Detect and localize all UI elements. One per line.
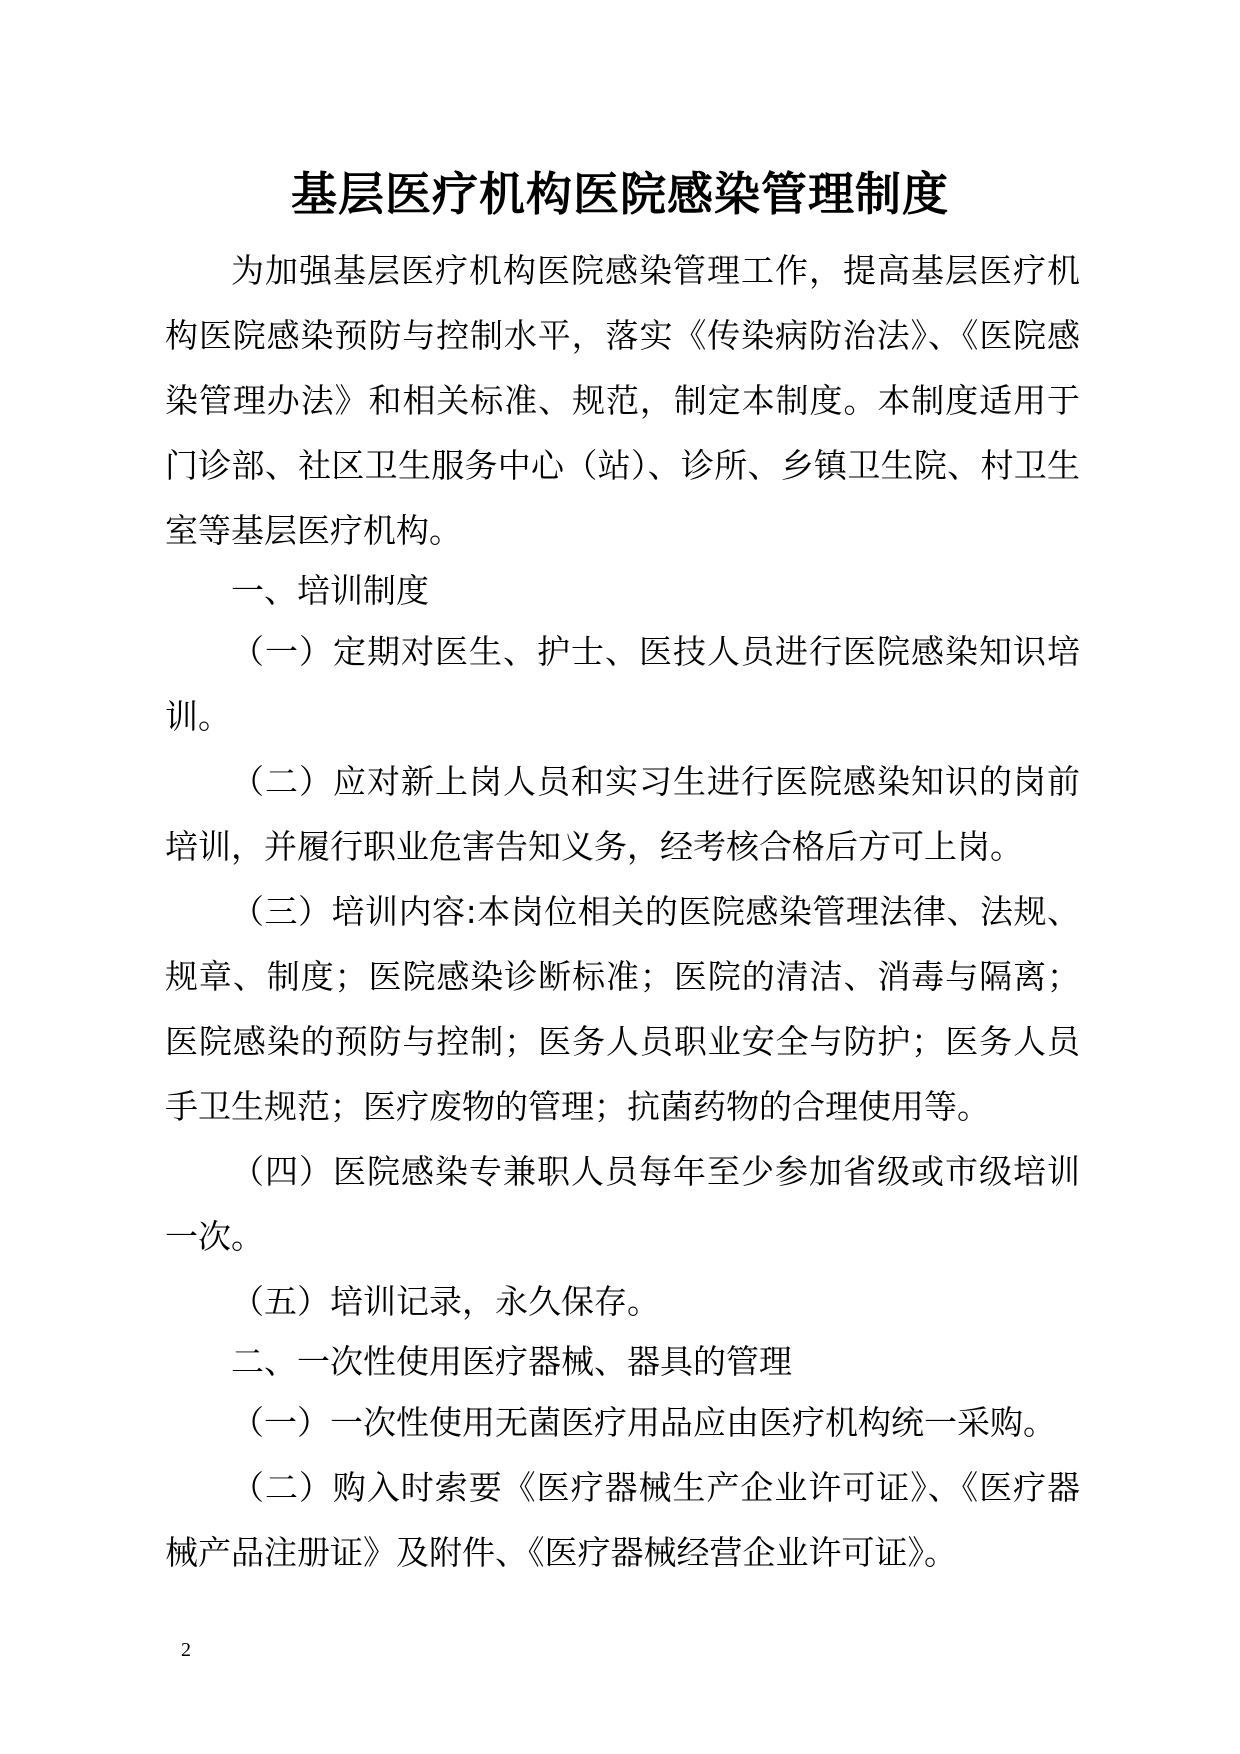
section-1-item-1: （一）定期对医生、护士、医技人员进行医院感染知识培训。 xyxy=(165,632,1080,736)
section-1-item-3: （三）培训内容:本岗位相关的医院感染管理法律、法规、规章、制度；医院感染诊断标准；医院的清洁、消毒与隔离；医院感染的预防与控制；医务人员职业安全与防护；医务人员手卫生规范；医疗废物的管理；抗菌药物的合理使用等。 xyxy=(165,892,1080,1126)
document-body xyxy=(165,238,1080,1585)
intro-paragraph: 为加强基层医疗机构医院感染管理工作，提高基层医疗机构医院感染预防与控制水平，落实《传染病防治法》、《医院感染管理办法》和相关标准、规范，制定本制度。本制度适用于门诊部、社区卫生服务中心（站）、诊所、乡镇卫生院、村卫生室等基层医疗机构。 xyxy=(165,251,1080,550)
section-2-item-1: （一）一次性使用无菌医疗用品应由医疗机构统一采购。 xyxy=(231,1403,1056,1442)
section-2-item-2: （二）购入时索要《医疗器械生产企业许可证》、《医疗器械产品注册证》及附件、《医疗器械经营企业许可证》。 xyxy=(165,1468,1080,1572)
section-1-heading: 一、培训制度 xyxy=(231,571,429,610)
section-1-item-5: （五）培训记录，永久保存。 xyxy=(231,1282,660,1321)
section-1-item-2: （二）应对新上岗人员和实习生进行医院感染知识的岗前培训，并履行职业危害告知义务，经考核合格后方可上岗。 xyxy=(165,762,1080,866)
section-2-heading: 二、一次性使用医疗器械、器具的管理 xyxy=(231,1342,792,1381)
section-1-item-4: （四）医院感染专兼职人员每年至少参加省级或市级培训一次。 xyxy=(165,1152,1080,1256)
page-number: 2 xyxy=(181,1639,191,1661)
document-title: 基层医疗机构医院感染管理制度 xyxy=(291,167,949,221)
